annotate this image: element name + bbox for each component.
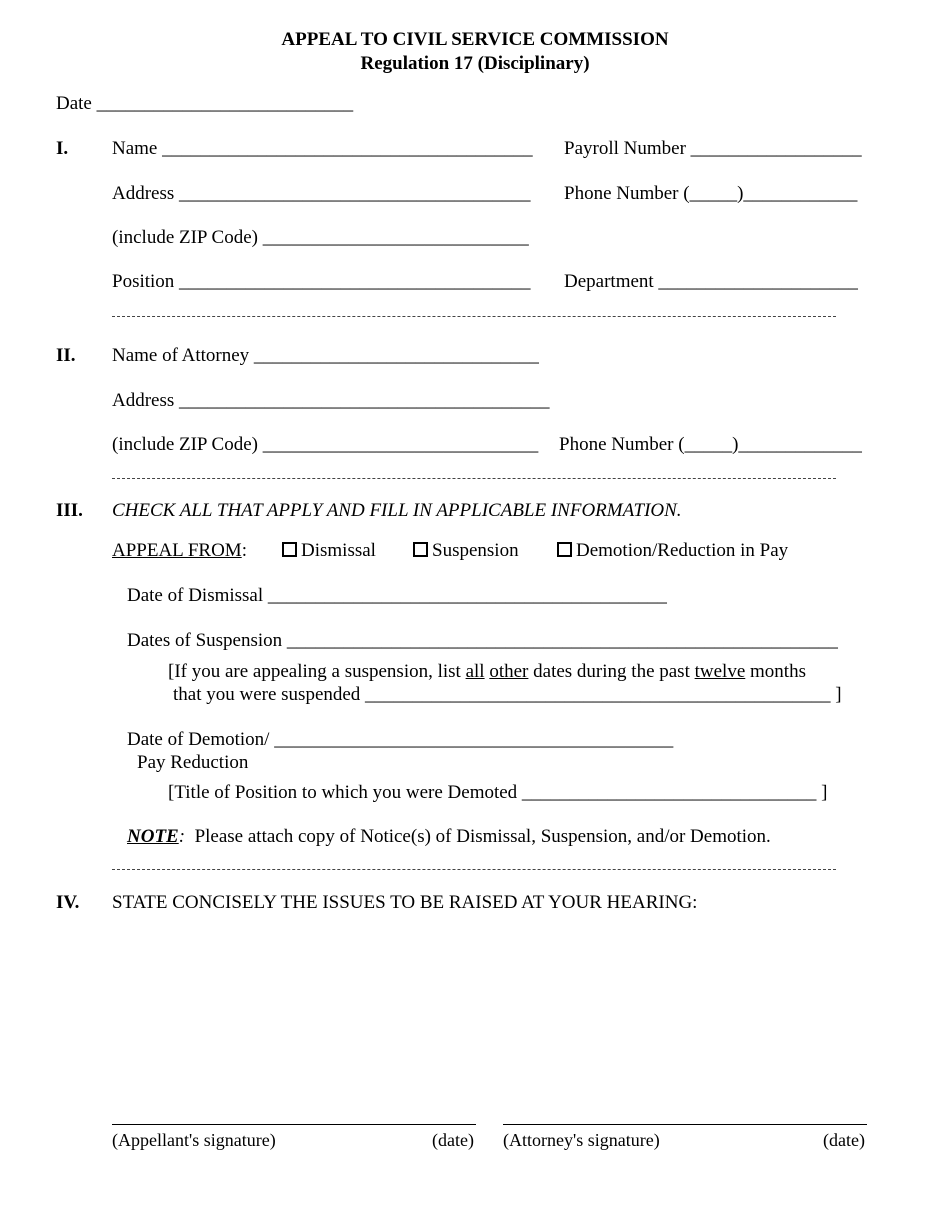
address-field: Address _____________________________________	[112, 183, 531, 204]
attorney-phone-field: Phone Number (_____)_____________	[559, 434, 862, 455]
name-field: Name _______________________________________	[112, 138, 533, 159]
attorney-date-label: (date)	[823, 1130, 865, 1150]
section-divider	[112, 478, 836, 479]
note-text: NOTE: Please attach copy of Notice(s) of Dismissal, Suspension, and/or Demotion.	[127, 826, 771, 847]
suspension-checkbox[interactable]	[413, 542, 428, 557]
suspension-instruction: [If you are appealing a suspension, list all other dates during the past twelve months	[168, 661, 806, 682]
zip-code-field: (include ZIP Code) ____________________________	[112, 227, 529, 248]
attorney-signature-line	[503, 1124, 867, 1125]
date-field: Date ___________________________	[56, 93, 354, 114]
payroll-number-field: Payroll Number __________________	[564, 138, 862, 159]
appellant-signature-line	[112, 1124, 476, 1125]
form-title: APPEAL TO CIVIL SERVICE COMMISSION	[281, 29, 669, 50]
section-divider	[112, 316, 836, 317]
instruction-text: CHECK ALL THAT APPLY AND FILL IN APPLICABLE INFORMATION.	[112, 500, 682, 521]
date-of-demotion-field: Date of Demotion/ __________________________________________	[127, 729, 674, 750]
demotion-checkbox[interactable]	[557, 542, 572, 557]
section-1-number: I.	[56, 138, 69, 159]
section-3-number: III.	[56, 500, 83, 521]
pay-reduction-label: Pay Reduction	[137, 752, 249, 773]
dates-of-suspension-field: Dates of Suspension __________________________________________________________	[127, 630, 838, 651]
appeal-from-label: APPEAL FROM:	[112, 540, 247, 561]
dismissal-option[interactable]: Dismissal	[282, 540, 376, 562]
dismissal-checkbox[interactable]	[282, 542, 297, 557]
department-field: Department _____________________	[564, 271, 858, 292]
appellant-date-label: (date)	[432, 1130, 474, 1150]
attorney-address-field: Address _______________________________________	[112, 390, 550, 411]
phone-number-field: Phone Number (_____)____________	[564, 183, 858, 204]
attorney-name-field: Name of Attorney ______________________________	[112, 345, 539, 366]
suspension-option[interactable]: Suspension	[413, 540, 519, 562]
position-field: Position _____________________________________	[112, 271, 531, 292]
issues-heading: STATE CONCISELY THE ISSUES TO BE RAISED AT YOUR HEARING:	[112, 892, 698, 913]
attorney-zip-field: (include ZIP Code) _____________________________	[112, 434, 539, 455]
section-divider	[112, 869, 836, 870]
section-4-number: IV.	[56, 892, 80, 913]
attorney-signature-label: (Attorney's signature)	[503, 1130, 660, 1150]
appellant-signature-label: (Appellant's signature)	[112, 1130, 276, 1150]
section-2-number: II.	[56, 345, 76, 366]
demoted-position-title-field: [Title of Position to which you were Demoted _______________________________ ]	[168, 782, 828, 803]
demotion-option[interactable]: Demotion/Reduction in Pay	[557, 540, 788, 562]
form-subtitle: Regulation 17 (Disciplinary)	[360, 53, 590, 74]
previous-suspensions-field: that you were suspended _________________________________________________ ]	[173, 684, 842, 705]
date-of-dismissal-field: Date of Dismissal __________________________________________	[127, 585, 667, 606]
